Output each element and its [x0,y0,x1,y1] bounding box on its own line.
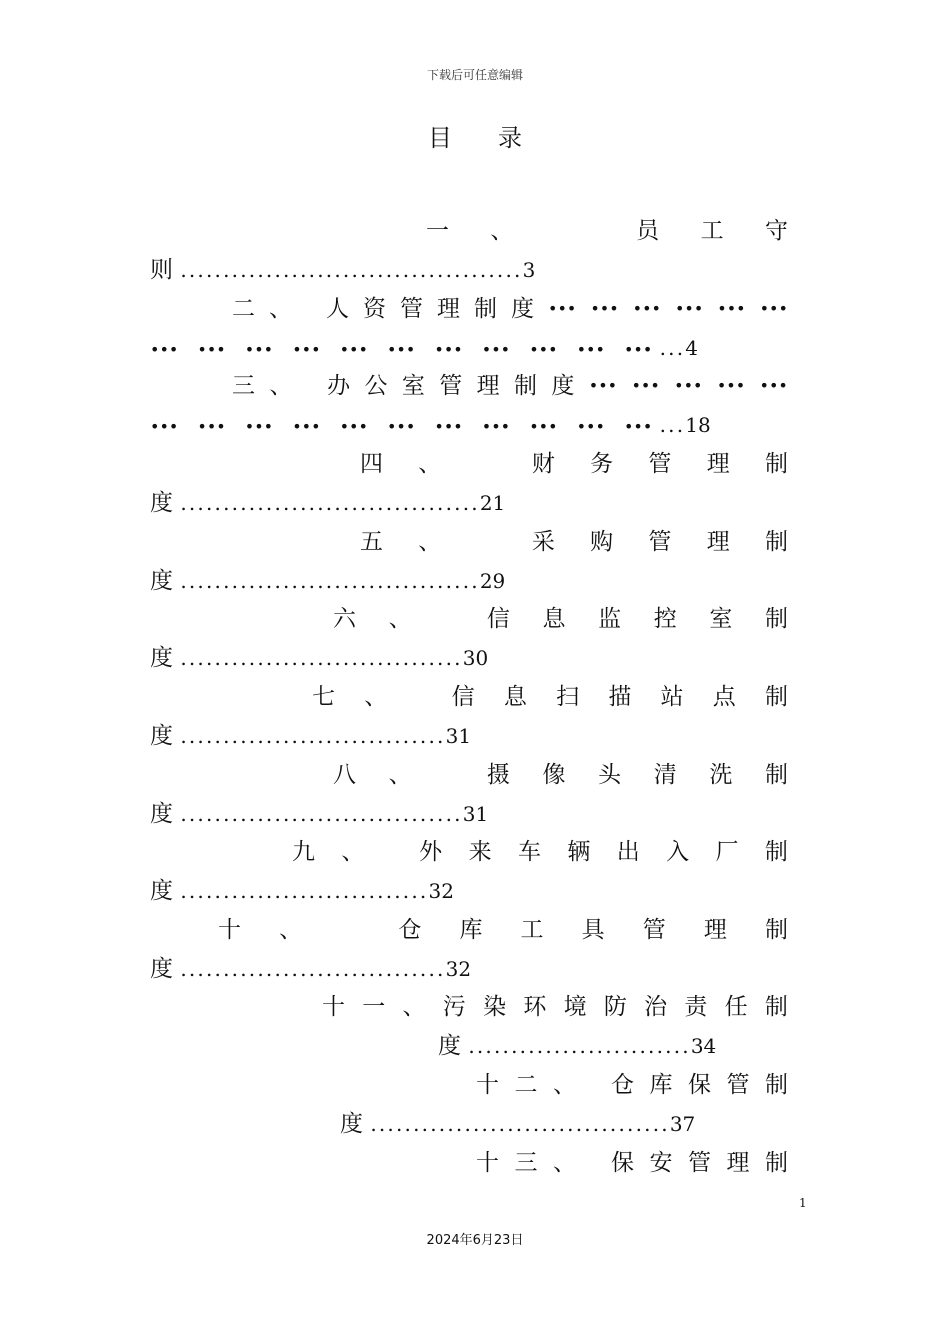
toc-entry-1-heading[interactable]: 一 、 员 工 守 [426,218,788,244]
toc-entry-3-tail[interactable]: ••• ••• ••• ••• ••• ••• ••• ••• ••• ••• ••• ...18 [150,413,711,437]
toc-entry-7-tail[interactable]: 度 ...............................31 [150,723,472,749]
page-number: 3 [522,258,536,282]
toc-entry-4-tail[interactable]: 度 ...................................21 [150,490,506,516]
toc-entry-11-tail[interactable]: 度 ..........................34 [438,1033,717,1059]
toc-entry-1-tail[interactable]: 则 ........................................3 [150,257,536,283]
leader-dots: ............................. [180,879,429,903]
toc-entry-10-heading[interactable]: 十 、 仓 库 工 具 管 理 制 [218,917,788,943]
page-number: 21 [479,491,506,515]
leader-dots: ........................................ [180,258,523,282]
leader-dots: ................................... [370,1112,670,1136]
leader-dots: ... [659,336,686,360]
leader-dots: ................................... [180,491,480,515]
toc-entry-2-tail[interactable]: ••• ••• ••• ••• ••• ••• ••• ••• ••• ••• ••• ...4 [150,336,699,360]
leader-dots: ............................... [180,724,446,748]
leader-dots: ... [659,413,686,437]
page-title [0,118,950,153]
leader-dots: .......................... [468,1034,691,1058]
toc-entry-11-heading[interactable]: 十 一 、 污 染 环 境 防 治 责 任 制 [322,994,788,1020]
page-number: 31 [445,724,472,748]
page-number: 4 [685,336,699,360]
leader-dots: ............................... [180,957,446,981]
toc-entry-13-heading[interactable]: 十 三 、 保 安 管 理 制 [476,1150,788,1176]
toc-entry-12-heading[interactable]: 十 二 、 仓 库 保 管 制 [476,1072,788,1098]
toc-entry-8-heading[interactable]: 八 、 摄 像 头 清 洗 制 [333,762,788,788]
toc-entry-6-heading[interactable]: 六 、 信 息 监 控 室 制 [333,606,788,632]
footer-page-number: 1 [799,1196,807,1210]
header-note: 下载后可任意编辑 [426,68,523,82]
page-number: 30 [462,646,489,670]
page-number: 29 [479,569,506,593]
page-number: 32 [445,957,472,981]
leader-dots: ................................... [180,569,480,593]
page-number: 32 [428,879,454,903]
title-left-char: 目 [428,124,452,152]
title-right-char: 录 [498,124,522,152]
page-number: 31 [462,802,489,826]
leader-dots: ................................. [180,646,463,670]
toc-entry-8-tail[interactable]: 度 .................................31 [150,801,489,827]
toc-entry-7-heading[interactable]: 七 、 信 息 扫 描 站 点 制 [312,684,788,710]
toc-entry-9-tail[interactable]: 度 .............................32 [150,878,454,904]
toc-entry-6-tail[interactable]: 度 .................................30 [150,645,489,671]
toc-entry-9-heading[interactable]: 九 、 外 来 车 辆 出 入 厂 制 [292,839,788,865]
toc-entry-3-heading[interactable]: 三 、 办 公 室 管 理 制 度 ••• ••• ••• ••• ••• [232,373,788,399]
footer-date: 2024年6月23日 [426,1233,524,1248]
toc-entry-4-heading[interactable]: 四 、 财 务 管 理 制 [360,451,788,477]
page-number: 18 [685,413,711,437]
leader-dots: ................................. [180,802,463,826]
page-number: 34 [690,1034,717,1058]
toc-entry-2-heading[interactable]: 二 、 人 资 管 理 制 度 ••• ••• ••• ••• ••• ••• [232,296,788,322]
page-number: 37 [669,1112,696,1136]
toc-entry-10-tail[interactable]: 度 ...............................32 [150,956,472,982]
toc-entry-5-heading[interactable]: 五 、 采 购 管 理 制 [360,529,788,555]
toc-entry-5-tail[interactable]: 度 ...................................29 [150,568,506,594]
toc-entry-12-tail[interactable]: 度 ...................................37 [340,1111,696,1137]
